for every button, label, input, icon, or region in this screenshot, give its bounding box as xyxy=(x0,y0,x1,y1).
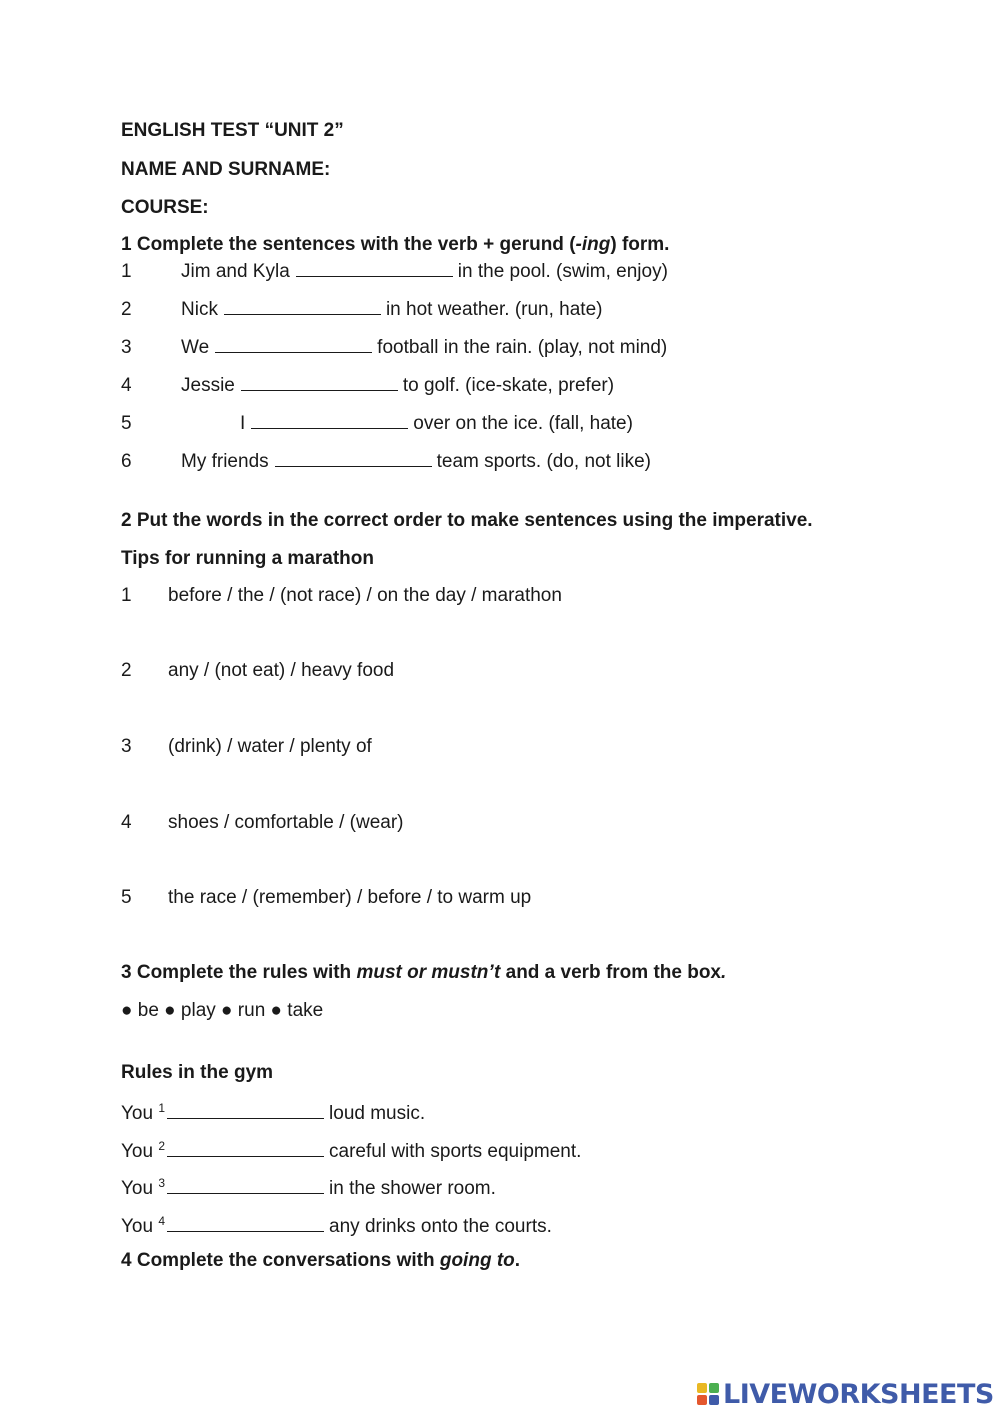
exercise-1-item: 5 I over on the ice. (fall, hate) xyxy=(121,410,633,435)
exercise-1-item: 2 Nick in hot weather. (run, hate) xyxy=(121,296,602,321)
name-label: NAME AND SURNAME: xyxy=(121,159,331,180)
exercise-1-item: 6 My friends team sports. (do, not like) xyxy=(121,448,651,473)
exercise-3-subtitle: Rules in the gym xyxy=(121,1062,274,1083)
liveworksheets-logo-icon xyxy=(697,1383,719,1405)
exercise-3-item: You $^4$ any drinks onto the courts. xyxy=(121,1214,552,1237)
exercise-3-item: You $^1$ loud music. xyxy=(121,1101,426,1124)
answer-blank[interactable] xyxy=(275,448,432,467)
answer-blank[interactable] xyxy=(241,372,398,391)
answer-blank[interactable] xyxy=(167,1213,324,1232)
answer-blank[interactable] xyxy=(224,296,381,315)
answer-blank[interactable] xyxy=(215,334,372,353)
answer-blank[interactable] xyxy=(296,258,453,277)
exercise-4-title: 4 Complete the conversations with going to. xyxy=(121,1250,521,1271)
liveworksheets-logo-text: LIVEWORKSHEETS xyxy=(723,1378,994,1410)
answer-blank[interactable] xyxy=(167,1138,324,1157)
exercise-1-item: 1 Jim and Kyla in the pool. (swim, enjoy) xyxy=(121,258,668,283)
logo-square xyxy=(709,1395,719,1405)
word-box: ● be ● play ● run ● take xyxy=(121,1000,324,1021)
exercise-3-item: You $^3$ in the shower room. xyxy=(121,1176,496,1199)
test-title: ENGLISH TEST “UNIT 2” xyxy=(121,120,344,141)
exercise-2-subtitle: Tips for running a marathon xyxy=(121,548,374,569)
exercise-2-item: 1 before / the / (not race) / on the day / marathon xyxy=(121,585,562,606)
course-label: COURSE: xyxy=(121,197,209,218)
exercise-3-item: You $^2$ careful with sports equipment. xyxy=(121,1139,582,1162)
logo-square xyxy=(709,1383,719,1393)
exercise-2-item: 4 shoes / comfortable / (wear) xyxy=(121,812,404,833)
answer-blank[interactable] xyxy=(167,1100,324,1119)
logo-square xyxy=(697,1383,707,1393)
liveworksheets-logo[interactable] xyxy=(697,1378,994,1410)
exercise-2-item: 2 any / (not eat) / heavy food xyxy=(121,660,395,681)
logo-square xyxy=(697,1395,707,1405)
answer-blank[interactable] xyxy=(251,410,408,429)
exercise-2-item: 3 (drink) / water / plenty of xyxy=(121,736,372,757)
exercise-1-title: 1 Complete the sentences with the verb + gerund (-ing) form. xyxy=(121,234,670,255)
exercise-3-title: 3 Complete the rules with must or mustn’t and a verb from the box. xyxy=(121,962,727,983)
exercise-1-item: 4 Jessie to golf. (ice-skate, prefer) xyxy=(121,372,614,397)
exercise-1-item: 3 We football in the rain. (play, not mind) xyxy=(121,334,667,359)
answer-blank[interactable] xyxy=(167,1175,324,1194)
exercise-2-item: 5 the race / (remember) / before / to warm up xyxy=(121,887,532,908)
exercise-2-title: 2 Put the words in the correct order to make sentences using the imperative. xyxy=(121,510,813,531)
